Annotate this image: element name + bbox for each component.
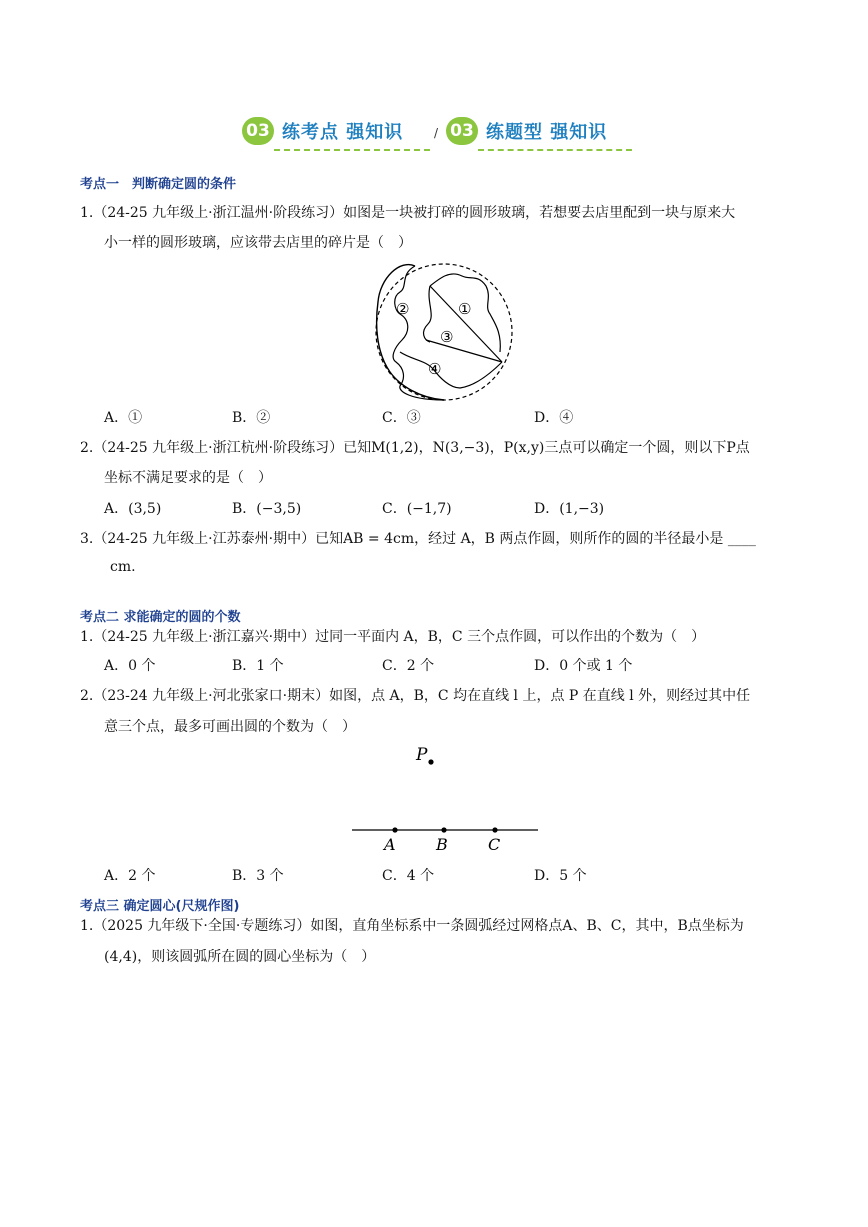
section-title-1: 考点一 判断确定圆的条件 <box>80 177 237 192</box>
banner-separator: / <box>434 126 439 140</box>
q1-2-option-b[interactable]: B．(−3,5) <box>232 501 302 517</box>
label-point-b: B <box>436 835 448 854</box>
point-b <box>441 827 446 832</box>
q3-1-line-2: (4,4)，则该圆弧所在圆的圆心坐标为（ ） <box>104 949 376 965</box>
points-line-figure <box>350 742 550 854</box>
fragment-3-edge <box>424 286 432 342</box>
label-point-p: P <box>416 745 428 765</box>
header-banner <box>238 116 638 156</box>
q1-3-line-2: cm. <box>110 559 136 575</box>
badge-right-text: 练题型 强知识 <box>486 122 608 143</box>
label-point-c: C <box>488 835 501 854</box>
q2-1-option-a[interactable]: A．0 个 <box>104 658 156 674</box>
label-fragment-2: ② <box>396 300 410 318</box>
q1-3-line-1: 3.（24-25 九年级上·江苏泰州·期中）已知AB = 4cm，经过 A，B 两点作圆，则所作的圆的半径最小是 ____ <box>80 531 756 547</box>
q1-2-option-d[interactable]: D．(1,−3) <box>534 501 605 517</box>
q2-2-option-d[interactable]: D．5 个 <box>534 868 587 884</box>
glass-solid-edge <box>377 265 444 400</box>
q2-1-option-b[interactable]: B．1 个 <box>232 658 284 674</box>
q1-2-option-c[interactable]: C．(−1,7) <box>382 501 452 517</box>
q2-2-line-2: 意三个点，最多可画出圆的个数为（ ） <box>104 719 356 735</box>
badge-left-text: 练考点 强知识 <box>282 122 404 143</box>
q2-2-option-a[interactable]: A．2 个 <box>104 868 156 884</box>
q2-2-option-c[interactable]: C．4 个 <box>382 868 435 884</box>
broken-glass-figure <box>370 262 520 402</box>
section-title-2: 考点二 求能确定的圆的个数 <box>80 610 241 625</box>
q2-1-line-1: 1.（24-25 九年级上·浙江嘉兴·期中）过同一平面内 A，B，C 三个点作圆，可以作出的个数为（ ） <box>80 629 706 645</box>
q1-2-line-1: 2.（24-25 九年级上·浙江杭州·阶段练习）已知M(1,2)，N(3,−3)，P(x,y)三点可以确定一个圆，则以下P点 <box>80 440 750 456</box>
q2-1-option-c[interactable]: C．2 个 <box>382 658 435 674</box>
q1-2-line-2: 坐标不满足要求的是（ ） <box>104 470 272 486</box>
badge-right <box>446 116 607 146</box>
q1-2-option-a[interactable]: A．(3,5) <box>104 501 162 517</box>
q1-1-option-c[interactable]: C．③ <box>382 410 421 426</box>
q1-1-line-2: 小一样的圆形玻璃，应该带去店里的碎片是（ ） <box>104 235 412 251</box>
label-fragment-4: ④ <box>428 360 442 378</box>
badge-left-number: 03 <box>242 117 274 145</box>
fragment-3-cut <box>426 340 502 362</box>
banner-dash-left <box>274 149 430 151</box>
q1-1-option-a[interactable]: A．① <box>104 410 143 426</box>
badge-right-number: 03 <box>446 117 478 145</box>
q2-2-option-b[interactable]: B．3 个 <box>232 868 284 884</box>
q3-1-line-1: 1.（2025 九年级下·全国·专题练习）如图，直角坐标系中一条圆弧经过网格点A、B、C，其中，B点坐标为 <box>80 918 744 934</box>
point-a <box>392 827 397 832</box>
q2-2-line-1: 2.（23-24 九年级上·河北张家口·期末）如图，点 A，B，C 均在直线 l 上，点 P 在直线 l 外，则经过其中任 <box>80 688 751 704</box>
point-p <box>428 759 433 764</box>
badge-left <box>242 116 403 146</box>
fragment-2-edge <box>393 266 444 400</box>
label-fragment-3: ③ <box>440 328 454 346</box>
point-c <box>492 827 497 832</box>
q1-1-line-1: 1.（24-25 九年级上·浙江温州·阶段练习）如图是一块被打碎的圆形玻璃，若想要去店里配到一块与原来大 <box>80 205 736 221</box>
label-point-a: A <box>384 835 396 854</box>
banner-dash-right <box>478 149 632 151</box>
q2-1-option-d[interactable]: D．0 个或 1 个 <box>534 658 633 674</box>
q1-1-option-b[interactable]: B．② <box>232 410 271 426</box>
fragment-1-cut <box>430 286 502 362</box>
section-title-3: 考点三 确定圆心(尺规作图) <box>80 899 240 914</box>
label-fragment-1: ① <box>458 300 472 318</box>
q1-1-option-d[interactable]: D．④ <box>534 410 574 426</box>
